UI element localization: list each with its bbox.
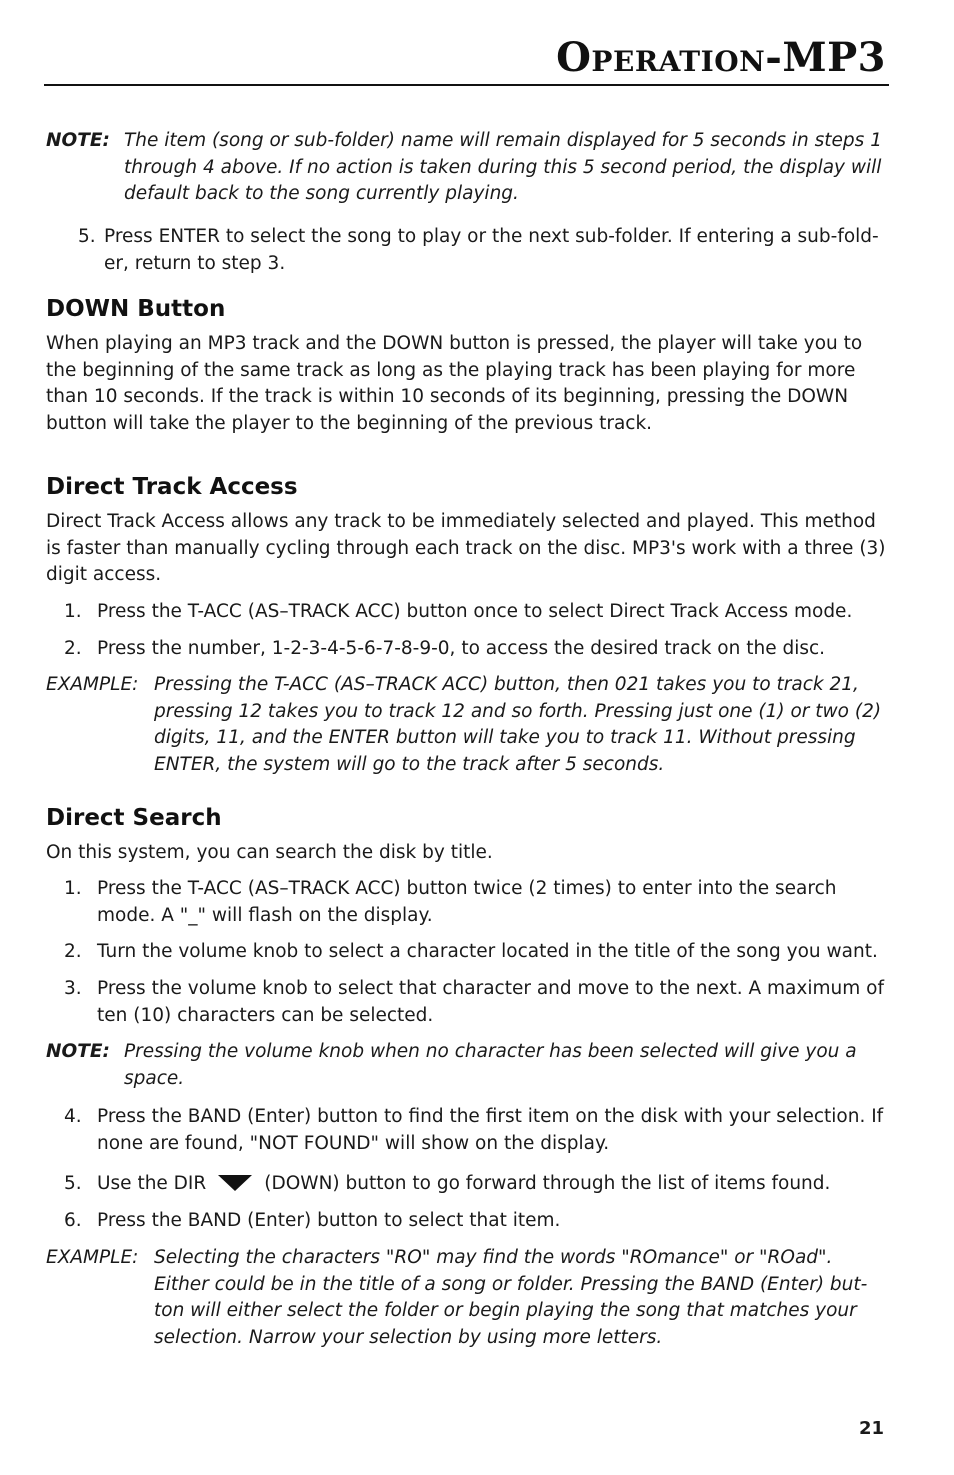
list-item (64, 876, 889, 929)
example-direct-search (46, 1245, 888, 1351)
section-body-down-button: When playing an MP3 track and the DOWN button is pressed, the player will take you to the beginning of the same track as long as the playing track has been playing for more than 10 seconds. If the track is within 10 seconds of its beginning, pressing the DOWN button will take the player to the beginning of the previous track. (46, 333, 863, 434)
list-item-text (97, 1171, 889, 1198)
note-text: Pressing the volume knob when no character has been selected will give you a space. (124, 1041, 857, 1089)
section-heading-down-button: DOWN Button (46, 296, 226, 322)
list-item (64, 1104, 889, 1157)
list-item-text: Press the BAND (Enter) button to find the first item on the disk with your selection. If none are found, "NOT FOUND" will show on the display. (97, 1106, 884, 1154)
title-rest: PERATION (591, 45, 766, 78)
list-item (64, 636, 889, 663)
note-text: The item (song or sub-folder) name will remain displayed for 5 seconds in steps 1 through 4 above. If no action is taken during this 5 second period, the display will default back to the song currently playing. (124, 130, 882, 204)
list-item (64, 599, 889, 626)
list-item (64, 976, 889, 1029)
list-item-text: Turn the volume knob to select a character located in the title of the song you want. (97, 941, 878, 962)
note-label: NOTE: (46, 130, 110, 151)
list-item-number: 2. (64, 638, 82, 659)
list-item-number: 3. (64, 978, 82, 999)
list-item-number: 5. (78, 226, 96, 247)
list-item (64, 939, 889, 966)
list-item-number: 1. (64, 601, 82, 622)
title-separator: - (765, 34, 783, 81)
note-label: NOTE: (46, 1041, 110, 1062)
example-label: EXAMPLE: (46, 1247, 139, 1268)
page-number: 21 (858, 1418, 884, 1439)
list-item-number: 6. (64, 1210, 82, 1231)
note-empty-character (46, 1039, 888, 1092)
section-heading-direct-search: Direct Search (46, 805, 222, 831)
down-triangle-icon (218, 1175, 252, 1191)
title-mp3: MP3 (782, 34, 886, 81)
list-item-text: Press ENTER to select the song to play or the next sub-folder. If entering a sub-fold-er, return to step 3. (104, 226, 879, 274)
page-title (556, 34, 886, 81)
list-item-number: 4. (64, 1106, 82, 1127)
example-direct-track-access (46, 672, 888, 778)
list-item-text-before: Use the DIR (97, 1173, 207, 1194)
list-item-number: 5. (64, 1173, 82, 1194)
section-heading-direct-track-access: Direct Track Access (46, 474, 298, 500)
list-item (78, 224, 890, 277)
example-text: Selecting the characters "RO" may find the words "ROmance" or "ROad". Either could be in the title of a song or folder. Pressing the BAND (Enter) but-ton will either select the folder or begin playing the song that matches your selection. Narrow your selection by using more letters. (154, 1247, 868, 1348)
section-body-direct-track-access: Direct Track Access allows any track to be immediately selected and played. This method is faster than manually cycling through each track on the disc. MP3's work with a three (3) digit access. (46, 511, 886, 585)
list-item (64, 1208, 889, 1235)
list-item-number: 1. (64, 878, 82, 899)
list-item-number: 2. (64, 941, 82, 962)
list-item-text: Press the T-ACC (AS–TRACK ACC) button twice (2 times) to enter into the search mode. A "_" will flash on the display. (97, 878, 837, 926)
example-label: EXAMPLE: (46, 674, 139, 695)
list-item-text: Press the T-ACC (AS–TRACK ACC) button once to select Direct Track Access mode. (97, 601, 853, 622)
example-text: Pressing the T-ACC (AS–TRACK ACC) button, then 021 takes you to track 21, pressing 12 takes you to track 12 and so forth. Pressing just one (1) or two (2) digits, 11, and the ENTER button will take you to track 11. Without pressing ENTER, the system will go to the track after 5 seconds. (154, 674, 882, 775)
list-item-text: Press the number, 1-2-3-4-5-6-7-8-9-0, to access the desired track on the disc. (97, 638, 826, 659)
list-item-text: Press the volume knob to select that character and move to the next. A maximum of ten (10) characters can be selected. (97, 978, 884, 1026)
note-display-timeout (46, 128, 888, 208)
title-initial: O (556, 34, 592, 81)
list-item-text: Press the BAND (Enter) button to select that item. (97, 1210, 561, 1231)
section-body-direct-search: On this system, you can search the disk by title. (46, 842, 493, 863)
list-item-text-after: (DOWN) button to go forward through the list of items found. (264, 1173, 831, 1194)
list-item (64, 1171, 889, 1198)
header-rule (44, 84, 889, 86)
